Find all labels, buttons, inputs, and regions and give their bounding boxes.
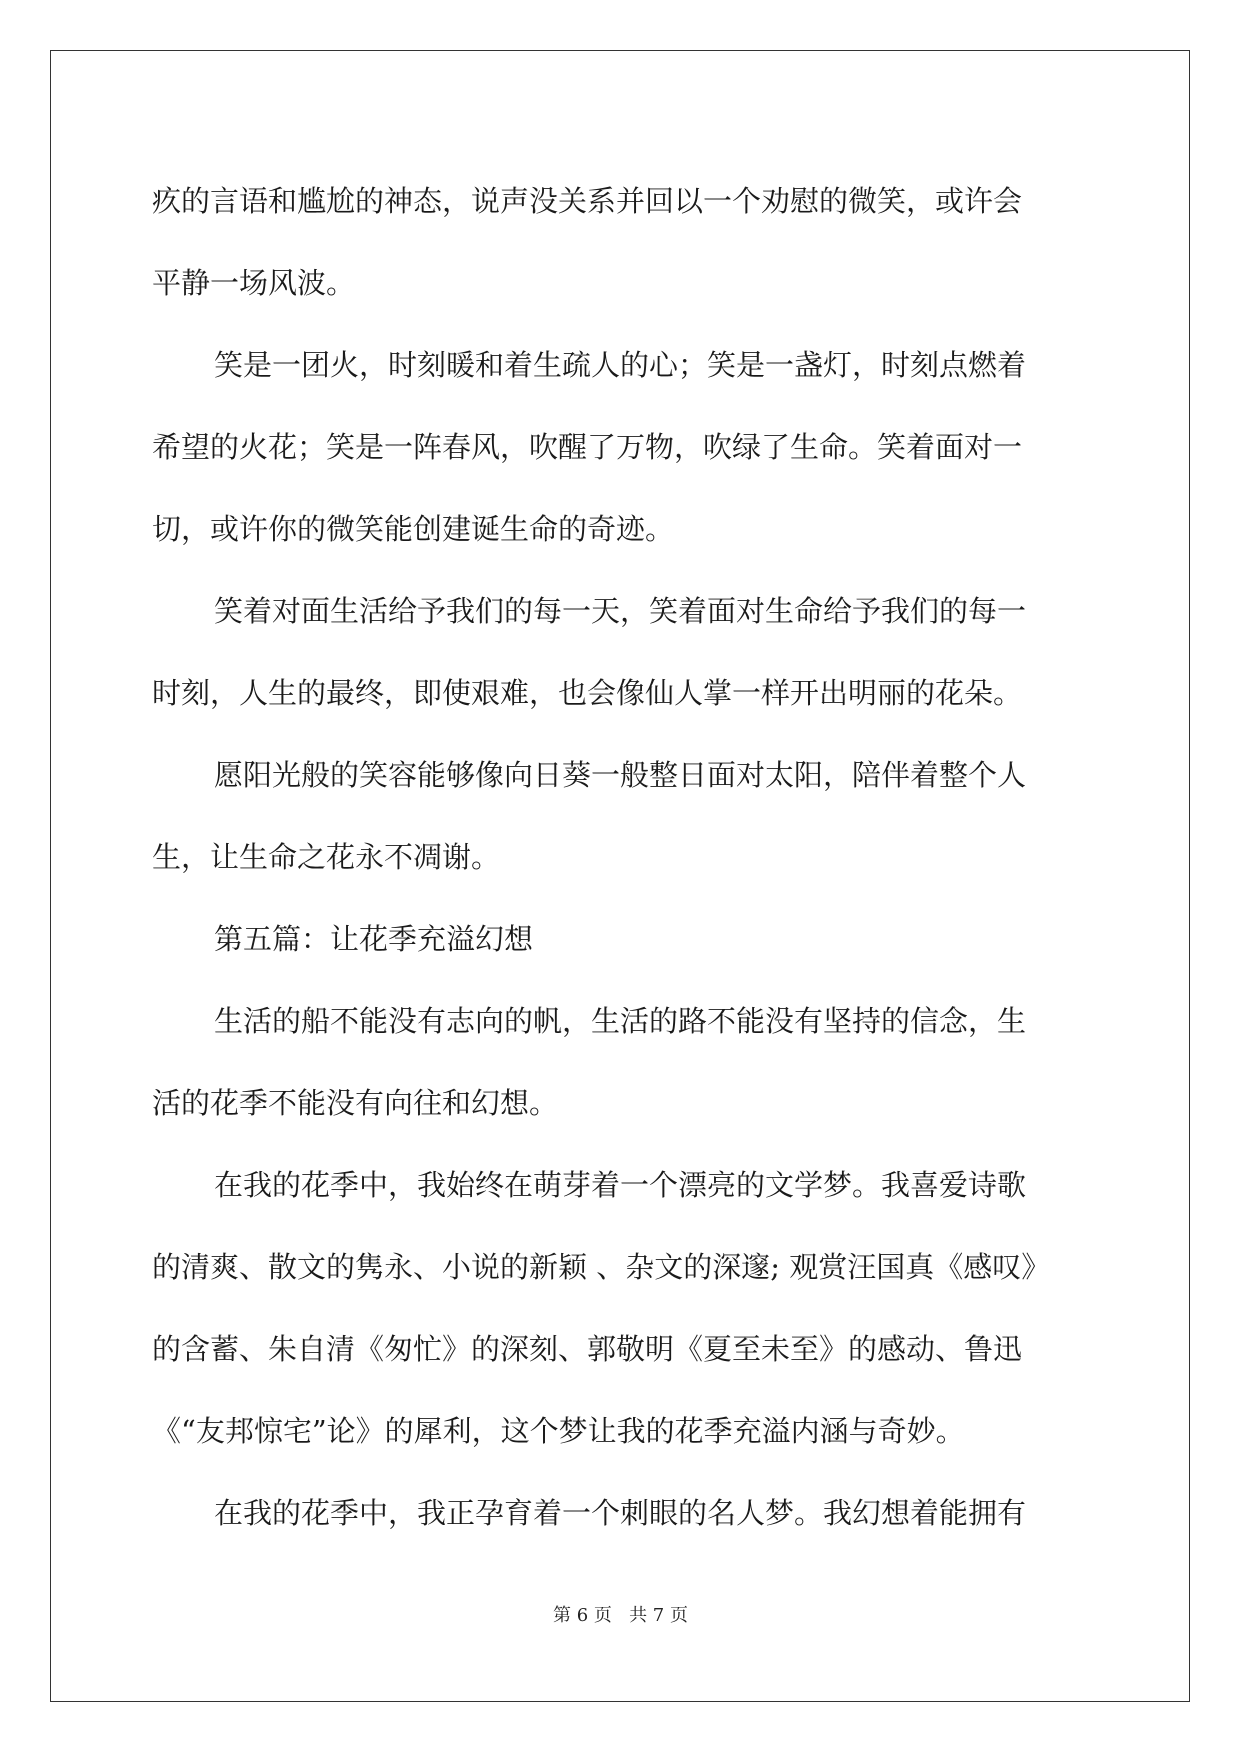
text-line: 愿阳光般的笑容能够像向日葵一般整日面对太阳，陪伴着整个人 [214, 758, 1027, 792]
text-line: 在我的花季中，我正孕育着一个刺眼的名人梦。我幻想着能拥有 [214, 1496, 1027, 1530]
text-line: 活的花季不能没有向往和幻想。 [152, 1086, 559, 1120]
page-footer [0, 1604, 1241, 1628]
text-line: 疚的言语和尴尬的神态，说声没关系并回以一个劝慰的微笑，或许会 [152, 184, 1023, 218]
text-line: 笑是一团火，时刻暖和着生疏人的心；笑是一盏灯，时刻点燃着 [214, 348, 1027, 382]
text-line: 在我的花季中，我始终在萌芽着一个漂亮的文学梦。我喜爱诗歌 [214, 1168, 1027, 1202]
text-line: 《“友邦惊宅”论》的犀利，这个梦让我的花季充溢内涵与奇妙。 [152, 1414, 965, 1448]
text-line: 的含蓄、朱自清《匆忙》的深刻、郭敬明《夏至未至》的感动、鲁迅 [152, 1332, 1023, 1366]
text-line: 的清爽、散文的隽永、小说的新颖 、杂文的深邃; 观赏汪国真《感叹》 [152, 1250, 1051, 1284]
text-line: 切，或许你的微笑能创建诞生命的奇迹。 [152, 512, 675, 546]
page-number: 第 6 页 [553, 1605, 612, 1626]
text-line: 生活的船不能没有志向的帆，生活的路不能没有坚持的信念，生 [214, 1004, 1027, 1038]
text-line: 笑着对面生活给予我们的每一天，笑着面对生命给予我们的每一 [214, 594, 1027, 628]
document-body [152, 160, 1092, 1554]
section-heading: 第五篇：让花季充溢幻想 [214, 922, 534, 956]
text-line: 生，让生命之花永不凋谢。 [152, 840, 501, 874]
page-total: 共 7 页 [629, 1605, 688, 1626]
text-line: 希望的火花；笑是一阵春风，吹醒了万物，吹绿了生命。笑着面对一 [152, 430, 1023, 464]
text-line: 平静一场风波。 [152, 266, 356, 300]
text-line: 时刻，人生的最终，即使艰难，也会像仙人掌一样开出明丽的花朵。 [152, 676, 1023, 710]
